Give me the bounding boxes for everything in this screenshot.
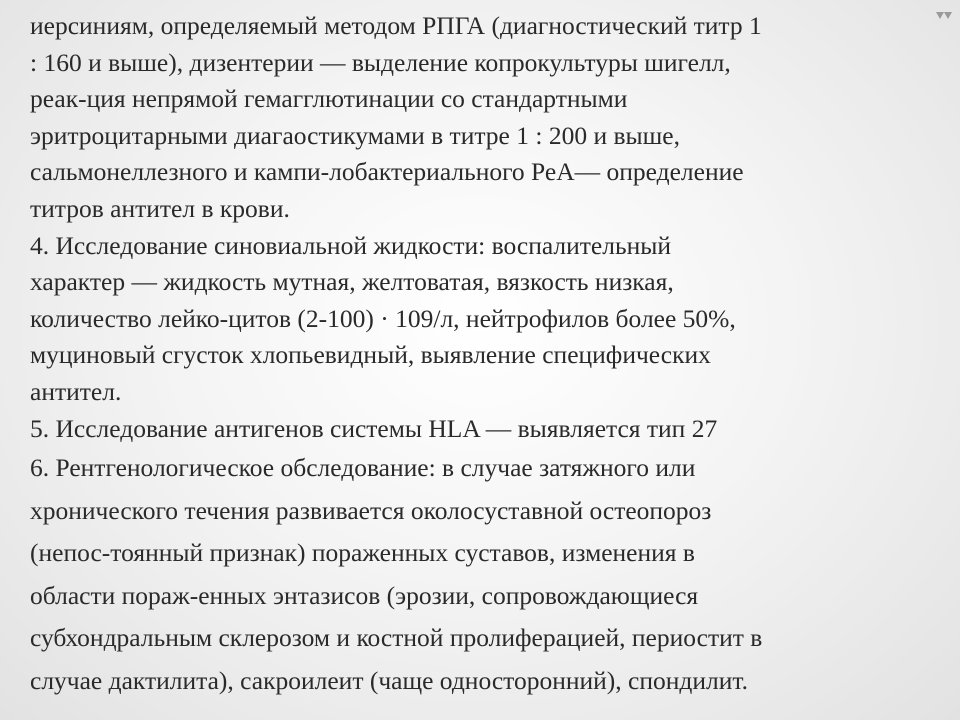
- text-line: титров антител в крови.: [30, 193, 290, 223]
- text-line: иерсиниям, определяемый методом РПГА (диагностический титр 1: [30, 11, 762, 40]
- text-line: области пораж-енных энтазисов (эрозии, сопровождающиеся: [30, 580, 699, 610]
- text-line: 5. Исследование антигенов системы HLA — выявляется тип 27: [30, 413, 718, 443]
- text-line: хронического течения развивается околосуставной остеопороз: [30, 495, 712, 525]
- text-line: эритроцитарными диагаостикумами в титре 1 : 200 и выше,: [30, 120, 680, 150]
- text-line: количество лейко-цитов (2-100) · 109/л, нейтрофилов более 50%,: [30, 303, 736, 333]
- slide-body-text: [30, 0, 940, 702]
- text-line: (непос-тоянный признак) пораженных суставов, изменения в: [30, 538, 695, 568]
- text-line: : 160 и выше), дизентерии — выделение копрокультуры шигелл,: [30, 47, 731, 77]
- text-line: характер — жидкость мутная, желтоватая, вязкость низкая,: [30, 267, 674, 297]
- text-block-lower: [30, 447, 940, 702]
- text-line: случае дактилита), сакроилеит (чаще односторонний), спондилит.: [30, 665, 748, 695]
- text-line: субхондральным склерозом и костной пролиферацией, периостит в: [30, 623, 763, 653]
- text-line: реак-ция непрямой гемагглютинации со стандартными: [30, 84, 628, 114]
- text-line: муциновый сгусток хлопьевидный, выявление специфических: [30, 340, 711, 370]
- text-line: 4. Исследование синовиальной жидкости: воспалительный: [30, 230, 672, 260]
- text-line: 6. Рентгенологическое обследование: в случае затяжного или: [30, 453, 696, 483]
- text-block-upper: [30, 0, 940, 447]
- text-line: сальмонеллезного и кампи-лобактериального РеА— определение: [30, 157, 744, 187]
- text-line: антител.: [30, 376, 122, 406]
